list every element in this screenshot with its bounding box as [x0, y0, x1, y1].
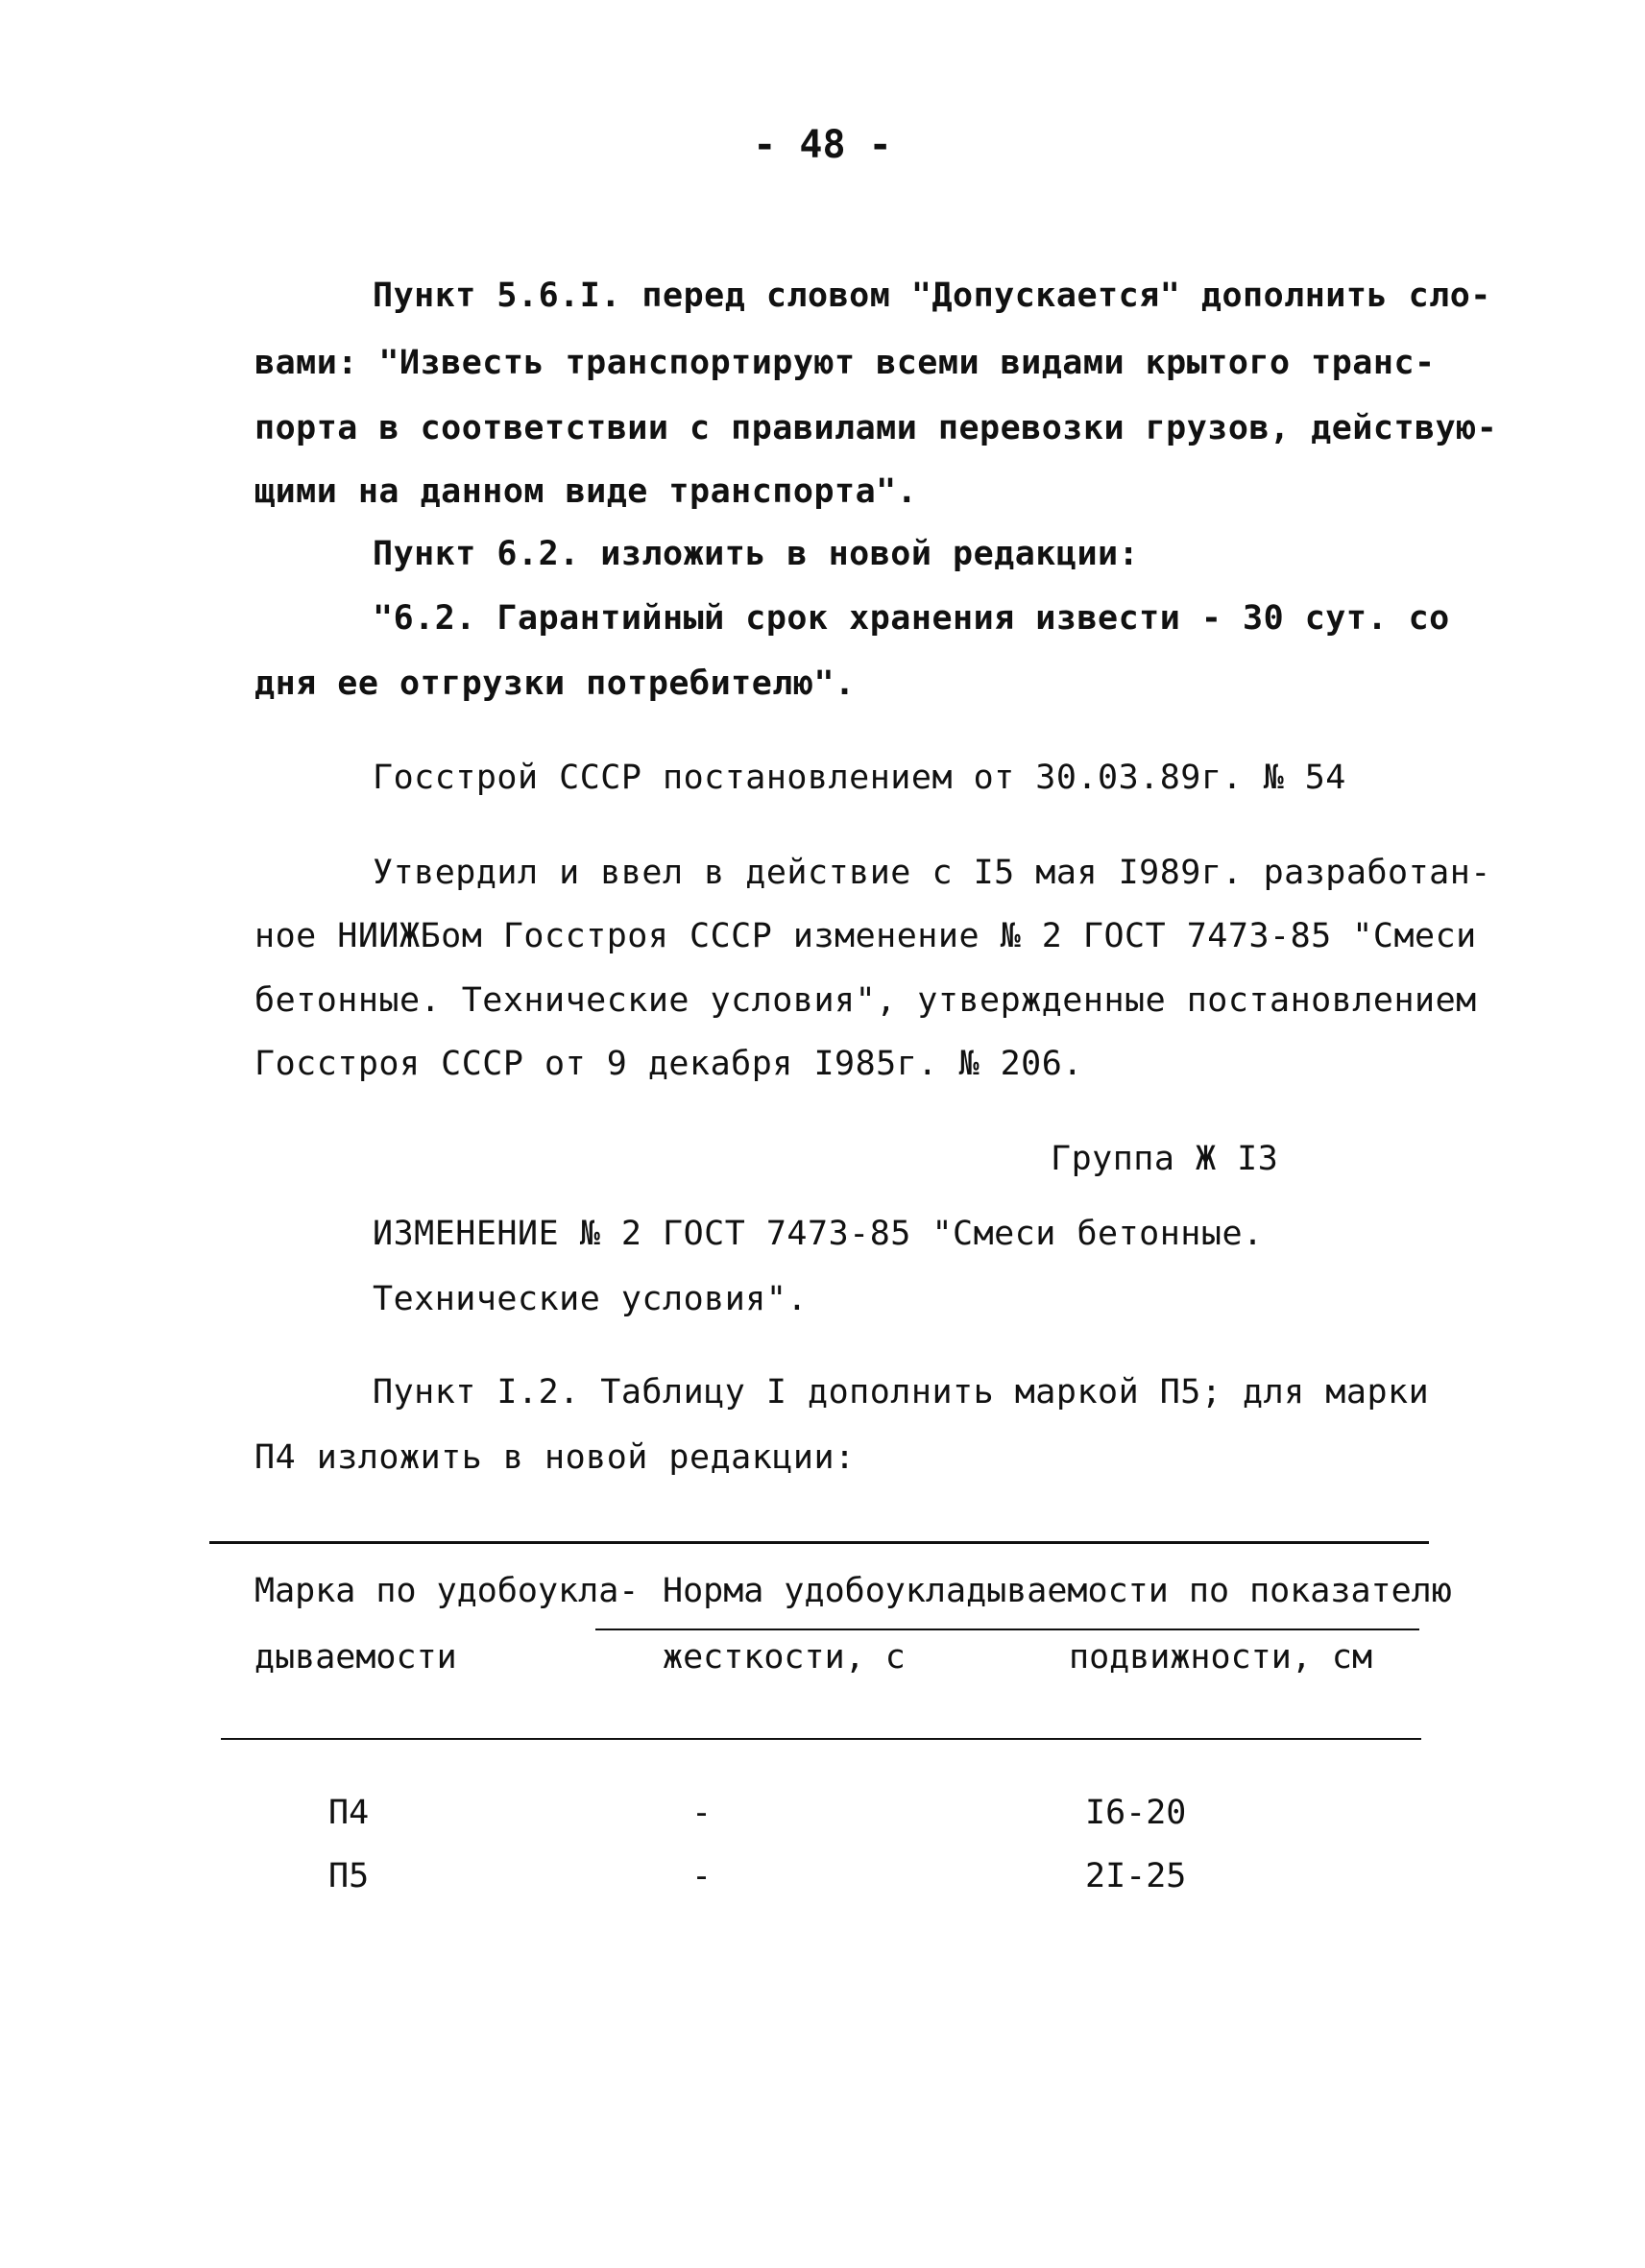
table-header-mobility: подвижности, см: [1069, 1638, 1373, 1677]
section1-line-5: Пункт 6.2. изложить в новой редакции:: [373, 535, 1140, 573]
section2-line-3: бетонные. Технические условия", утвержденные постановлением: [254, 981, 1477, 1020]
section1-line-7: дня ее отгрузки потребителю".: [254, 664, 856, 703]
section1-line-2: вами: "Известь транспортируют всеми видами крытого транс-: [254, 344, 1436, 382]
section3-line-2: П4 изложить в новой редакции:: [254, 1438, 856, 1477]
table-row-2-stiffness: -: [691, 1857, 713, 1895]
table-header-subrule: [595, 1629, 1419, 1630]
section1-line-1: Пункт 5.6.I. перед словом "Допускается" дополнить сло-: [373, 277, 1491, 315]
table-header-mark-line-2: дываемости: [254, 1638, 457, 1677]
change-title-line-1: ИЗМЕНЕНИЕ № 2 ГОСТ 7473-85 "Смеси бетонные.: [373, 1215, 1264, 1253]
table-top-rule: [209, 1541, 1429, 1544]
page-number: - 48 -: [753, 123, 892, 167]
section2-line-2: ное НИИЖБом Госстроя СССР изменение № 2 ГОСТ 7473-85 "Смеси: [254, 917, 1477, 955]
table-header-mark-line-1: Марка по удобоукла-: [254, 1572, 640, 1610]
table-header-bottom-rule: [221, 1738, 1421, 1740]
table-row-2-mark: П5: [328, 1857, 370, 1895]
change-title-line-2: Технические условия".: [373, 1280, 809, 1318]
section2-line-4: Госстроя СССР от 9 декабря I985г. № 206.: [254, 1045, 1083, 1083]
table-row-1-mark: П4: [328, 1794, 370, 1832]
section1-line-4: щими на данном виде транспорта".: [254, 472, 918, 511]
table-row-1-stiffness: -: [691, 1794, 713, 1832]
table-row-2-mobility: 2I-25: [1085, 1857, 1187, 1895]
group-label: Группа Ж I3: [1051, 1140, 1279, 1178]
decree-line: Госстрой СССР постановлением от 30.03.89г. № 54: [373, 759, 1346, 797]
table-header-stiffness: жесткости, с: [663, 1638, 906, 1677]
section2-line-1: Утвердил и ввел в действие с I5 мая I989г. разработан-: [373, 854, 1491, 892]
table-header-norm: Норма удобоукладываемости по показателю: [663, 1572, 1452, 1610]
table-row-1-mobility: I6-20: [1085, 1794, 1187, 1832]
section1-line-6: "6.2. Гарантийный срок хранения извести - 30 сут. со: [373, 599, 1450, 638]
section3-line-1: Пункт I.2. Таблицу I дополнить маркой П5; для марки: [373, 1373, 1430, 1411]
section1-line-3: порта в соответствии с правилами перевозки грузов, действую-: [254, 409, 1498, 447]
